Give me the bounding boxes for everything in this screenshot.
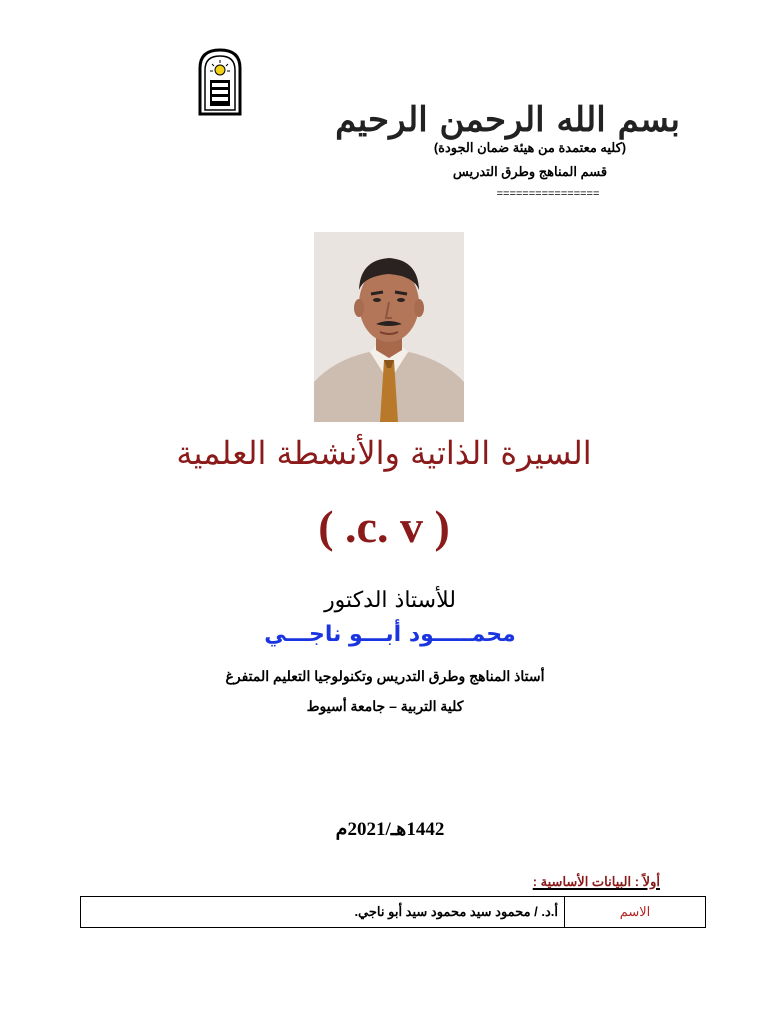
document-date: 1442هـ/2021م [335,819,445,840]
faculty-university: كلية التربية – جامعة أسيوط [306,698,464,714]
table-row [81,897,706,928]
basic-info-table [80,896,706,928]
professor-name: محمـــــود أبـــو ناجـــي [264,622,516,647]
name-value-cell: أ.د. / محمود سيد محمود سيد أبو ناجي. [81,897,565,928]
basic-info-heading: أولاً : البيانات الأساسية : [532,874,660,889]
name-label-cell: الاسم [565,897,706,928]
academic-position: أستاذ المناهج وطرق التدريس وتكنولوجيا التعليم المتفرغ [225,668,545,684]
professor-title-label: للأستاذ الدكتور [324,588,456,613]
department-name: قسم المناهج وطرق التدريس [452,164,608,179]
portrait-photo [314,232,464,422]
basmala-calligraphy: بسم الله الرحمن الرحيم [335,100,680,140]
cv-title: ( .c. v ) [318,501,450,552]
document-title: السيرة الذاتية والأنشطة العلمية [176,434,592,472]
university-emblem-icon [196,48,244,116]
accreditation-note: (كليه معتمدة من هيئة ضمان الجودة) [433,140,627,155]
university-logo [196,48,244,116]
header-separator: ================ [496,188,600,200]
